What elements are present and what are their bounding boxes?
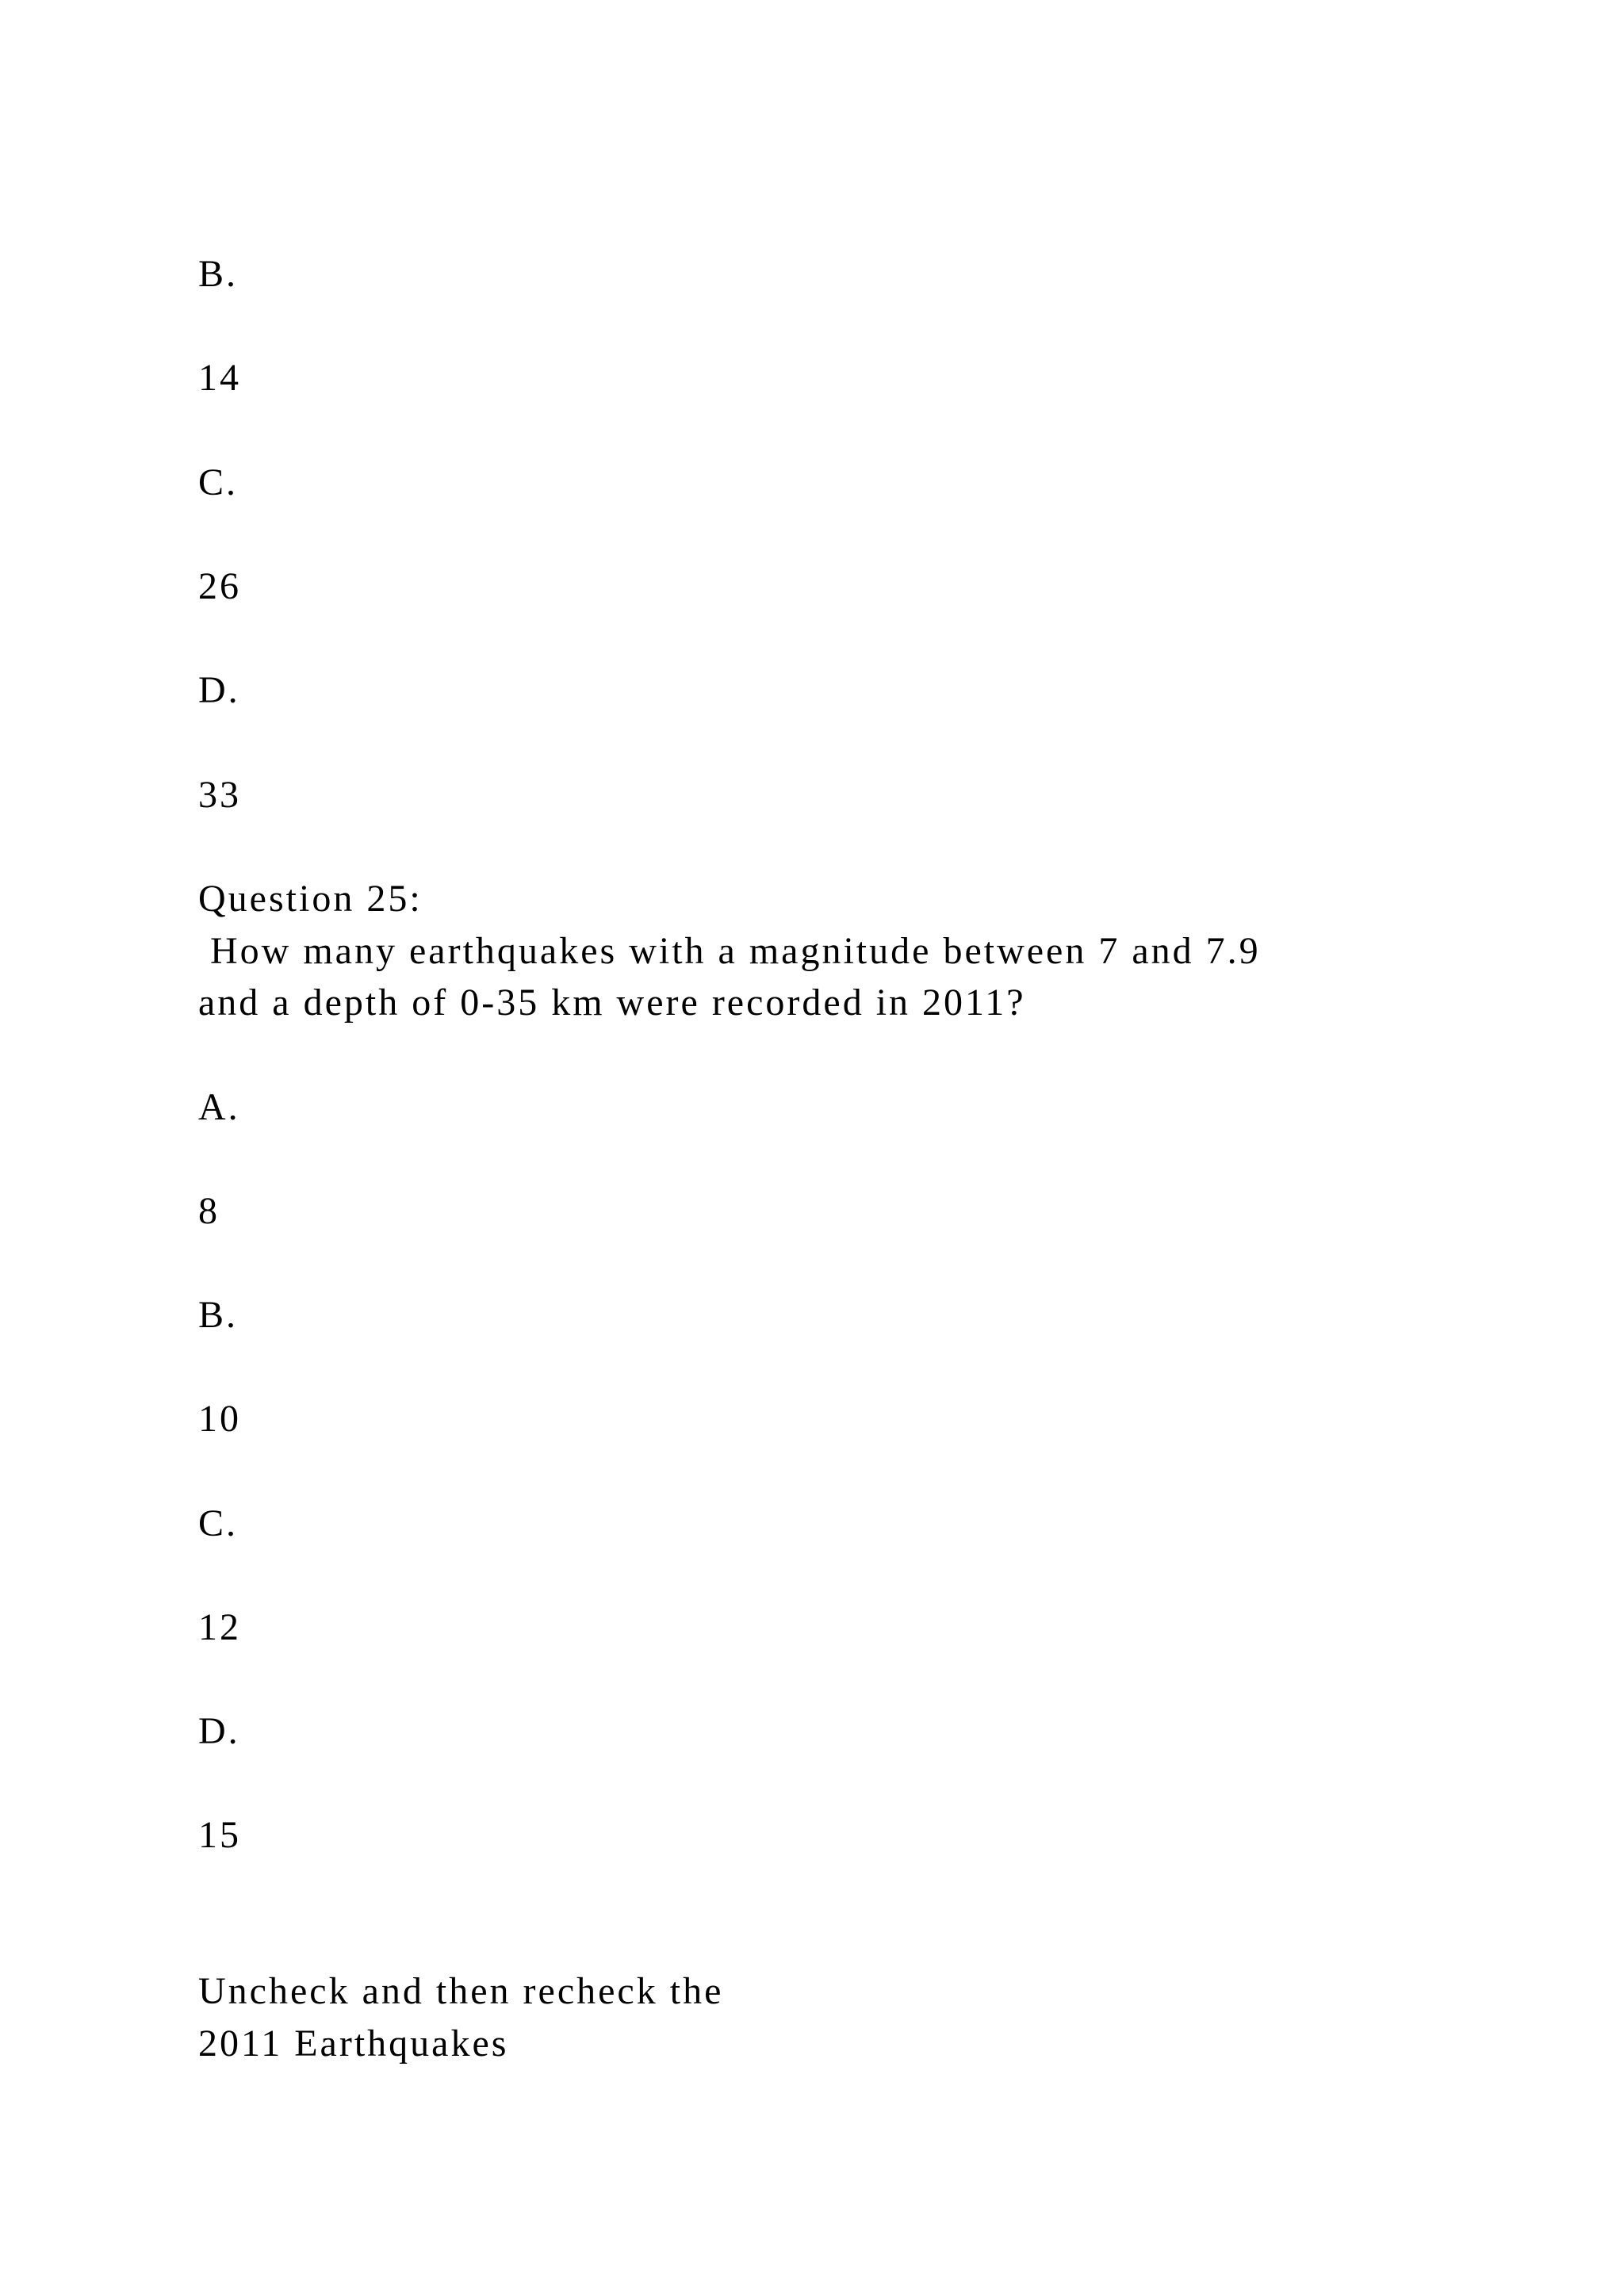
question-25-heading: Question 25: bbox=[198, 878, 423, 920]
q25-option-c-value: 12 bbox=[198, 1606, 241, 1648]
instruction-line-1: Uncheck and then recheck the bbox=[198, 1970, 724, 2012]
option-b-letter: B. bbox=[198, 253, 239, 295]
q25-option-b-value: 10 bbox=[198, 1398, 241, 1440]
q25-option-d-value: 15 bbox=[198, 1814, 241, 1856]
instruction-line-2: 2011 Earthquakes bbox=[198, 2022, 509, 2064]
q25-option-a-value: 8 bbox=[198, 1190, 220, 1232]
q25-option-c-letter: C. bbox=[198, 1502, 239, 1544]
q25-option-a-letter: A. bbox=[198, 1086, 240, 1128]
option-d-value: 33 bbox=[198, 774, 241, 816]
option-c-letter: C. bbox=[198, 461, 239, 503]
option-b-value: 14 bbox=[198, 357, 241, 399]
option-c-value: 26 bbox=[198, 565, 241, 607]
question-25-text-line-1: How many earthquakes with a magnitude between 7 and 7.9 bbox=[198, 930, 1261, 972]
q25-option-b-letter: B. bbox=[198, 1294, 239, 1336]
question-25-text-line-2: and a depth of 0-35 km were recorded in 2011? bbox=[198, 982, 1026, 1024]
option-d-letter: D. bbox=[198, 669, 240, 711]
q25-option-d-letter: D. bbox=[198, 1710, 240, 1752]
